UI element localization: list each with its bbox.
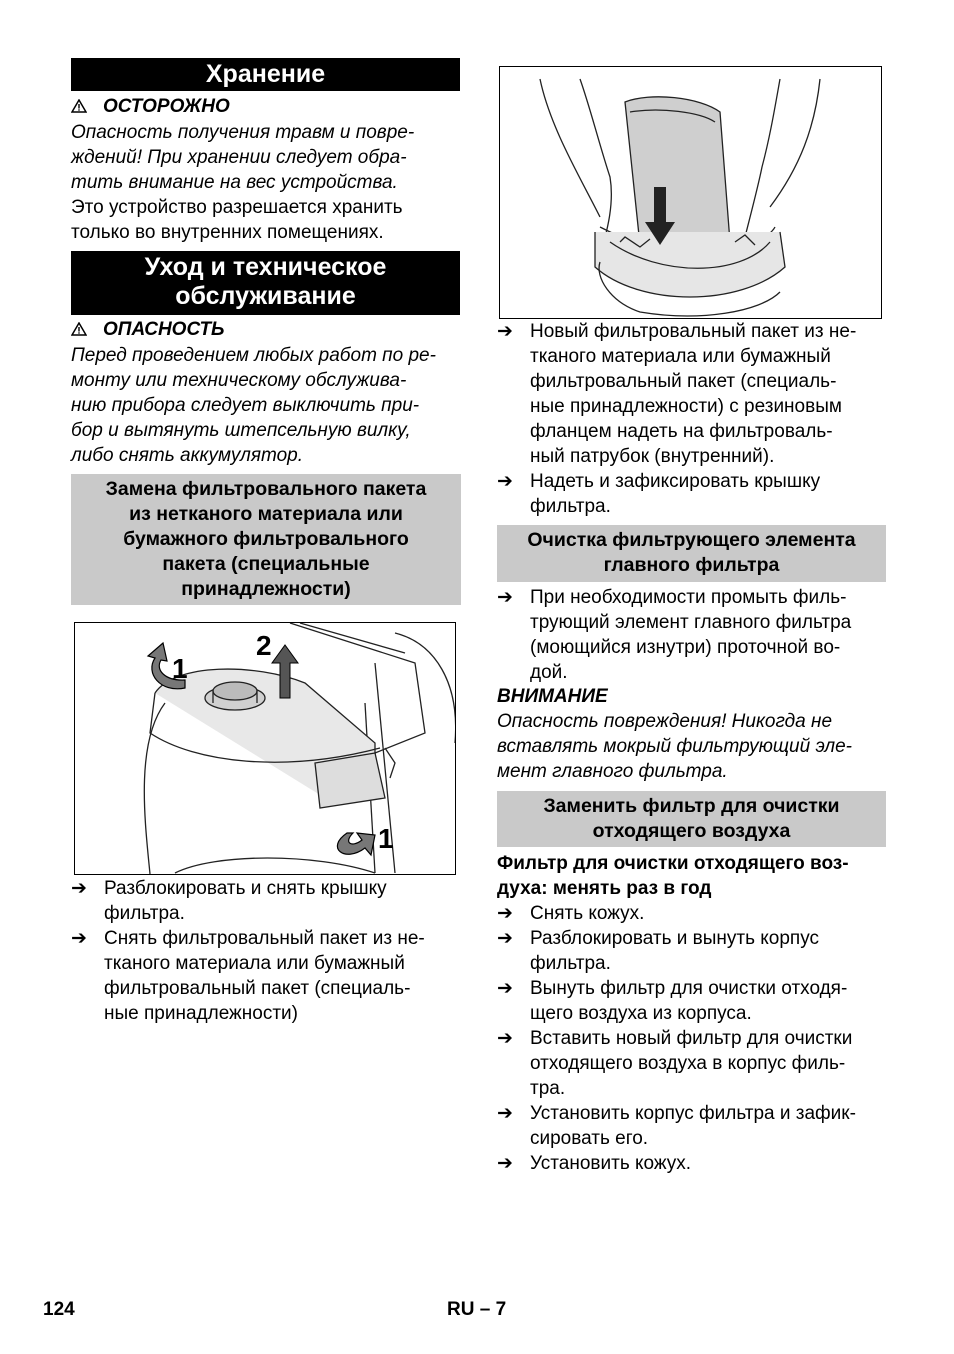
step-line: Вставить новый фильтр для очистки bbox=[530, 1028, 853, 1049]
attention-text bbox=[497, 709, 852, 784]
step-line: ный патрубок (внутренний). bbox=[530, 446, 775, 467]
danger-line: либо снять аккумулятор. bbox=[71, 445, 304, 466]
step-label-2: 2 bbox=[256, 630, 272, 661]
step-line: фильтра. bbox=[530, 953, 611, 974]
replace-heading-line: бумажного фильтровального bbox=[123, 528, 409, 550]
exhaust-heading-line: отходящего воздуха bbox=[592, 820, 791, 842]
storage-heading bbox=[71, 58, 460, 91]
danger-text bbox=[71, 343, 436, 468]
step-line: Снять фильтровальный пакет из не- bbox=[104, 928, 425, 949]
step-line: трующий элемент главного фильтра bbox=[530, 612, 852, 633]
replace-bag-heading bbox=[71, 474, 461, 605]
step-line: Надеть и зафиксировать крышку bbox=[530, 471, 821, 492]
step-line: ные принадлежности) с резиновым bbox=[530, 396, 842, 417]
step-line: Установить корпус фильтра и зафик- bbox=[530, 1103, 856, 1124]
step-line: тра. bbox=[530, 1078, 566, 1099]
step-line: Новый фильтровальный пакет из не- bbox=[530, 321, 857, 342]
attention-line: вставлять мокрый фильтрующий эле- bbox=[497, 736, 852, 757]
replace-heading-line: принадлежности) bbox=[181, 578, 351, 600]
arrow-icon: ➔ bbox=[497, 321, 513, 342]
storage-line: только во внутренних помещениях. bbox=[71, 222, 384, 243]
caution-line: тить внимание на вес устройства. bbox=[71, 172, 398, 193]
arrow-icon: ➔ bbox=[497, 1103, 513, 1124]
danger-line: Перед проведением любых работ по ре- bbox=[71, 345, 436, 366]
step-line: фильтра. bbox=[530, 496, 611, 517]
clean-heading-line: главного фильтра bbox=[603, 554, 780, 576]
arrow-icon: ➔ bbox=[497, 978, 513, 999]
arrow-icon: ➔ bbox=[497, 587, 513, 608]
caution-label: ОСТОРОЖНО bbox=[103, 96, 230, 117]
storage-heading-text: Хранение bbox=[205, 60, 326, 88]
attention-line: мент главного фильтра. bbox=[497, 761, 728, 782]
step-line: фильтровальный пакет (специаль- bbox=[530, 371, 837, 392]
arrow-icon: ➔ bbox=[71, 928, 87, 949]
warning-icon bbox=[71, 322, 87, 336]
arrow-icon: ➔ bbox=[497, 471, 513, 492]
replace-heading-line: из нетканого материала или bbox=[129, 503, 403, 525]
arrow-icon: ➔ bbox=[497, 903, 513, 924]
warning-icon bbox=[71, 99, 87, 113]
replace-heading-line: Замена фильтровального пакета bbox=[105, 478, 427, 500]
attention-label: ВНИМАНИЕ bbox=[497, 686, 608, 707]
arrow-icon: ➔ bbox=[497, 928, 513, 949]
clean-filter-heading bbox=[497, 525, 886, 582]
attention-line: Опасность повреждения! Никогда не bbox=[497, 711, 833, 732]
step-line: (моющийся изнутри) проточной во- bbox=[530, 637, 841, 658]
storage-text bbox=[71, 195, 403, 245]
step-line: дой. bbox=[530, 662, 568, 683]
step-line: тканого материала или бумажный bbox=[104, 953, 405, 974]
caution-line: Опасность получения травм и повре- bbox=[71, 122, 415, 143]
step-line: щего воздуха из корпуса. bbox=[530, 1003, 752, 1024]
danger-label: ОПАСНОСТЬ bbox=[103, 319, 225, 340]
exhaust-note-line: духа: менять раз в год bbox=[497, 878, 712, 899]
care-heading-line: Уход и техническое bbox=[144, 253, 387, 281]
step-line: фильтровальный пакет (специаль- bbox=[104, 978, 411, 999]
step-label-1: 1 bbox=[172, 653, 188, 684]
arrow-icon: ➔ bbox=[497, 1153, 513, 1174]
replace-heading-line: пакета (специальные bbox=[162, 553, 370, 575]
caution-line: ждений! При хранении следует обра- bbox=[71, 147, 407, 168]
step-line: сировать его. bbox=[530, 1128, 649, 1149]
step-line: отходящего воздуха в корпус филь- bbox=[530, 1053, 846, 1074]
caution-text bbox=[71, 120, 414, 195]
step-line: ные принадлежности) bbox=[104, 1003, 298, 1024]
care-heading-line: обслуживание bbox=[175, 282, 356, 310]
step-label-1b: 1 bbox=[378, 823, 394, 854]
step-line: При необходимости промыть филь- bbox=[530, 587, 847, 608]
care-heading bbox=[71, 251, 460, 315]
danger-label-row bbox=[71, 317, 225, 342]
exhaust-heading-line: Заменить фильтр для очистки bbox=[543, 795, 840, 817]
step-line: Вынуть фильтр для очистки отходя- bbox=[530, 978, 848, 999]
step-line: Разблокировать и снять крышку bbox=[104, 878, 387, 899]
step-line: Установить кожух. bbox=[530, 1153, 692, 1174]
exhaust-interval-note bbox=[497, 851, 849, 901]
filter-bag-illustration bbox=[499, 66, 882, 319]
danger-line: бор и вытянуть штепсельную вилку, bbox=[71, 420, 411, 441]
step-line: Снять кожух. bbox=[530, 903, 645, 924]
storage-line: Это устройство разрешается хранить bbox=[71, 197, 403, 218]
caution-label-row bbox=[71, 94, 230, 119]
step-line: фильтра. bbox=[104, 903, 185, 924]
exhaust-note-line: Фильтр для очистки отходящего воз- bbox=[497, 853, 849, 874]
filter-bag-drawing bbox=[500, 67, 881, 318]
step-line: фланцем надеть на фильтроваль- bbox=[530, 421, 833, 442]
danger-line: монту или техническому обслужива- bbox=[71, 370, 407, 391]
vacuum-cover-illustration bbox=[74, 622, 456, 875]
arrow-icon: ➔ bbox=[71, 878, 87, 899]
step-line: Разблокировать и вынуть корпус bbox=[530, 928, 820, 949]
vacuum-drawing bbox=[75, 623, 455, 874]
danger-line: нию прибора следует выключить при- bbox=[71, 395, 420, 416]
arrow-icon: ➔ bbox=[497, 1028, 513, 1049]
clean-heading-line: Очистка фильтрующего элемента bbox=[527, 529, 856, 551]
section-page-label: RU – 7 bbox=[447, 1299, 507, 1320]
step-line: тканого материала или бумажный bbox=[530, 346, 831, 367]
exhaust-filter-heading bbox=[497, 791, 886, 847]
page-number: 124 bbox=[43, 1299, 75, 1320]
